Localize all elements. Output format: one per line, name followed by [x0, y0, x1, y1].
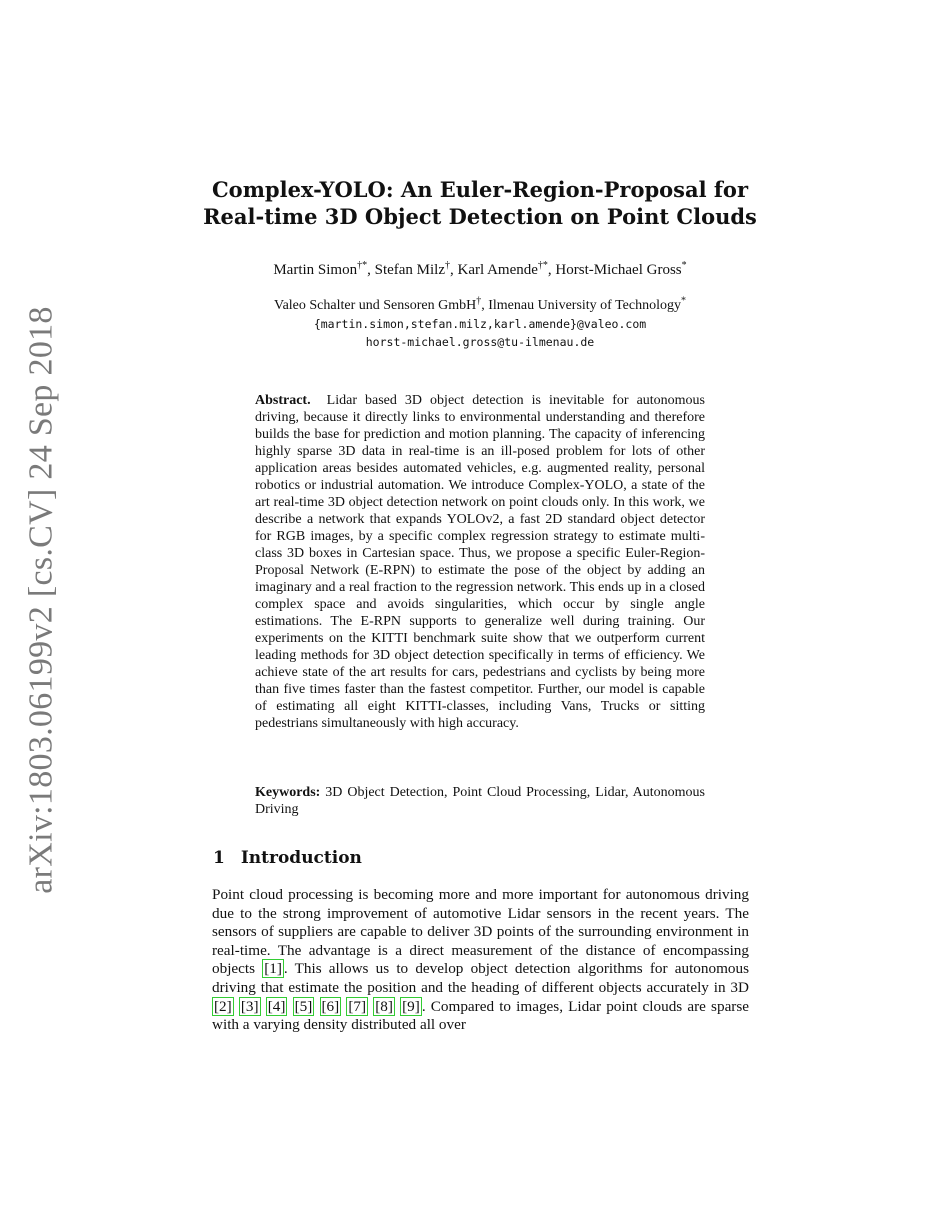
- citation-link[interactable]: [7]: [348, 997, 367, 1015]
- author-separator: ,: [547, 262, 556, 278]
- abstract-text: Lidar based 3D object detection is inevitable for autonomous driving, because it directly links to environmental understanding and therefore builds the base for prediction and motion planning. The capacity of inferencing highly sparse 3D data in real-time is an ill-posed problem for lots of other application areas besides automated vehicles, e.g. augmented reality, personal robotics or industrial automation. We introduce Complex-YOLO, a state of the art real-time 3D object detection network on point clouds only. In this work, we describe a network that expands YOLOv2, a fast 2D standard object detector for RGB images, by a specific complex regression strategy to estimate multi-class 3D boxes in Cartesian space. Thus, we propose a specific Euler-Region-Proposal Network (E-RPN) to estimate the pose of the object by adding an imaginary and a real fraction to the regression network. This ends up in a closed complex space and avoids singularities, which occur by single angle estimations. The E-RPN supports to generalize well during training. Our experiments on the KITTI benchmark suite show that we outperform current leading methods for 3D object detection specifically in terms of efficiency. We achieve state of the art results for cars, pedestrians and cyclists by being more than five times faster than the fastest competitor. Further, our model is capable of estimating all eight KITTI-classes, including Vans, Trucks or sitting pedestrians simultaneously with high accuracy.: [255, 393, 706, 731]
- author-name: Karl Amende: [457, 262, 538, 278]
- arxiv-identifier-text: arXiv:1803.06199v2 [cs.CV] 24 Sep 2018: [23, 306, 60, 894]
- affiliation-mark: †: [476, 295, 482, 307]
- title-line-1: Complex-YOLO: An Euler-Region-Proposal for: [211, 177, 749, 202]
- keywords-text: 3D Object Detection, Point Cloud Processing, Lidar, Autonomous Driving: [255, 785, 705, 817]
- affiliation-separator: ,: [481, 298, 489, 313]
- email-line-1: {martin.simon,stefan.milz,karl.amende}@valeo.com: [313, 317, 647, 331]
- affiliation-line: [180, 297, 780, 315]
- abstract-label: Abstract.: [255, 393, 311, 408]
- keywords: [255, 784, 705, 818]
- intro-text-part-3: . Compared to images, Lidar point clouds are sparse with a varying density distributed all over: [212, 997, 750, 1034]
- abstract: [255, 392, 705, 732]
- section-heading: [213, 848, 362, 868]
- section-title: Introduction: [240, 848, 362, 868]
- title-line-2: Real-time 3D Object Detection on Point Clouds: [203, 204, 757, 229]
- intro-paragraph: [212, 886, 749, 1035]
- section-number: 1: [213, 848, 225, 868]
- author-name: Stefan Milz: [374, 262, 446, 278]
- citation-link[interactable]: [6]: [321, 997, 340, 1015]
- author-affiliation-mark: †: [445, 260, 451, 271]
- author-separator: ,: [450, 262, 458, 278]
- affiliation-org-ilmenau: Ilmenau University of Technology: [488, 298, 681, 313]
- affiliation-mark: *: [680, 295, 686, 307]
- citation-link[interactable]: [4]: [267, 997, 286, 1015]
- author-affiliation-mark: †*: [537, 260, 548, 271]
- affiliations: [180, 297, 780, 351]
- arxiv-identifier-stamp: [16, 306, 68, 894]
- author-affiliation-mark: †*: [357, 260, 368, 271]
- email-line-2: horst-michael.gross@tu-ilmenau.de: [365, 335, 595, 349]
- author-list: [180, 262, 780, 279]
- author-separator: ,: [367, 262, 375, 278]
- keywords-label: Keywords:: [255, 785, 321, 800]
- citation-link[interactable]: [2]: [214, 997, 232, 1015]
- citation-link[interactable]: [9]: [402, 997, 420, 1015]
- citation-link[interactable]: [3]: [240, 997, 259, 1015]
- citation-link[interactable]: [5]: [294, 997, 313, 1015]
- intro-text-part-2: . This allows us to develop object detection algorithms for autonomous driving that estimate the position and the heading of different objects accurately in 3D: [212, 960, 749, 996]
- citation-link[interactable]: [8]: [375, 997, 393, 1015]
- author-affiliation-mark: *: [681, 260, 687, 271]
- intro-text-part-1: Point cloud processing is becoming more and more important for autonomous driving due to the strong improvement of automotive Lidar sensors in the recent years. The sensors of suppliers are capable to deliver 3D points of the surrounding environment in real-time. The advantage is a direct measurement of the distance of encompassing objects: [212, 886, 749, 978]
- citation-link[interactable]: [1]: [264, 960, 282, 978]
- paper-title: [180, 176, 780, 230]
- author-name: Martin Simon: [273, 262, 358, 278]
- author-name: Horst-Michael Gross: [555, 262, 682, 278]
- affiliation-org-valeo: Valeo Schalter und Sensoren GmbH: [274, 298, 477, 313]
